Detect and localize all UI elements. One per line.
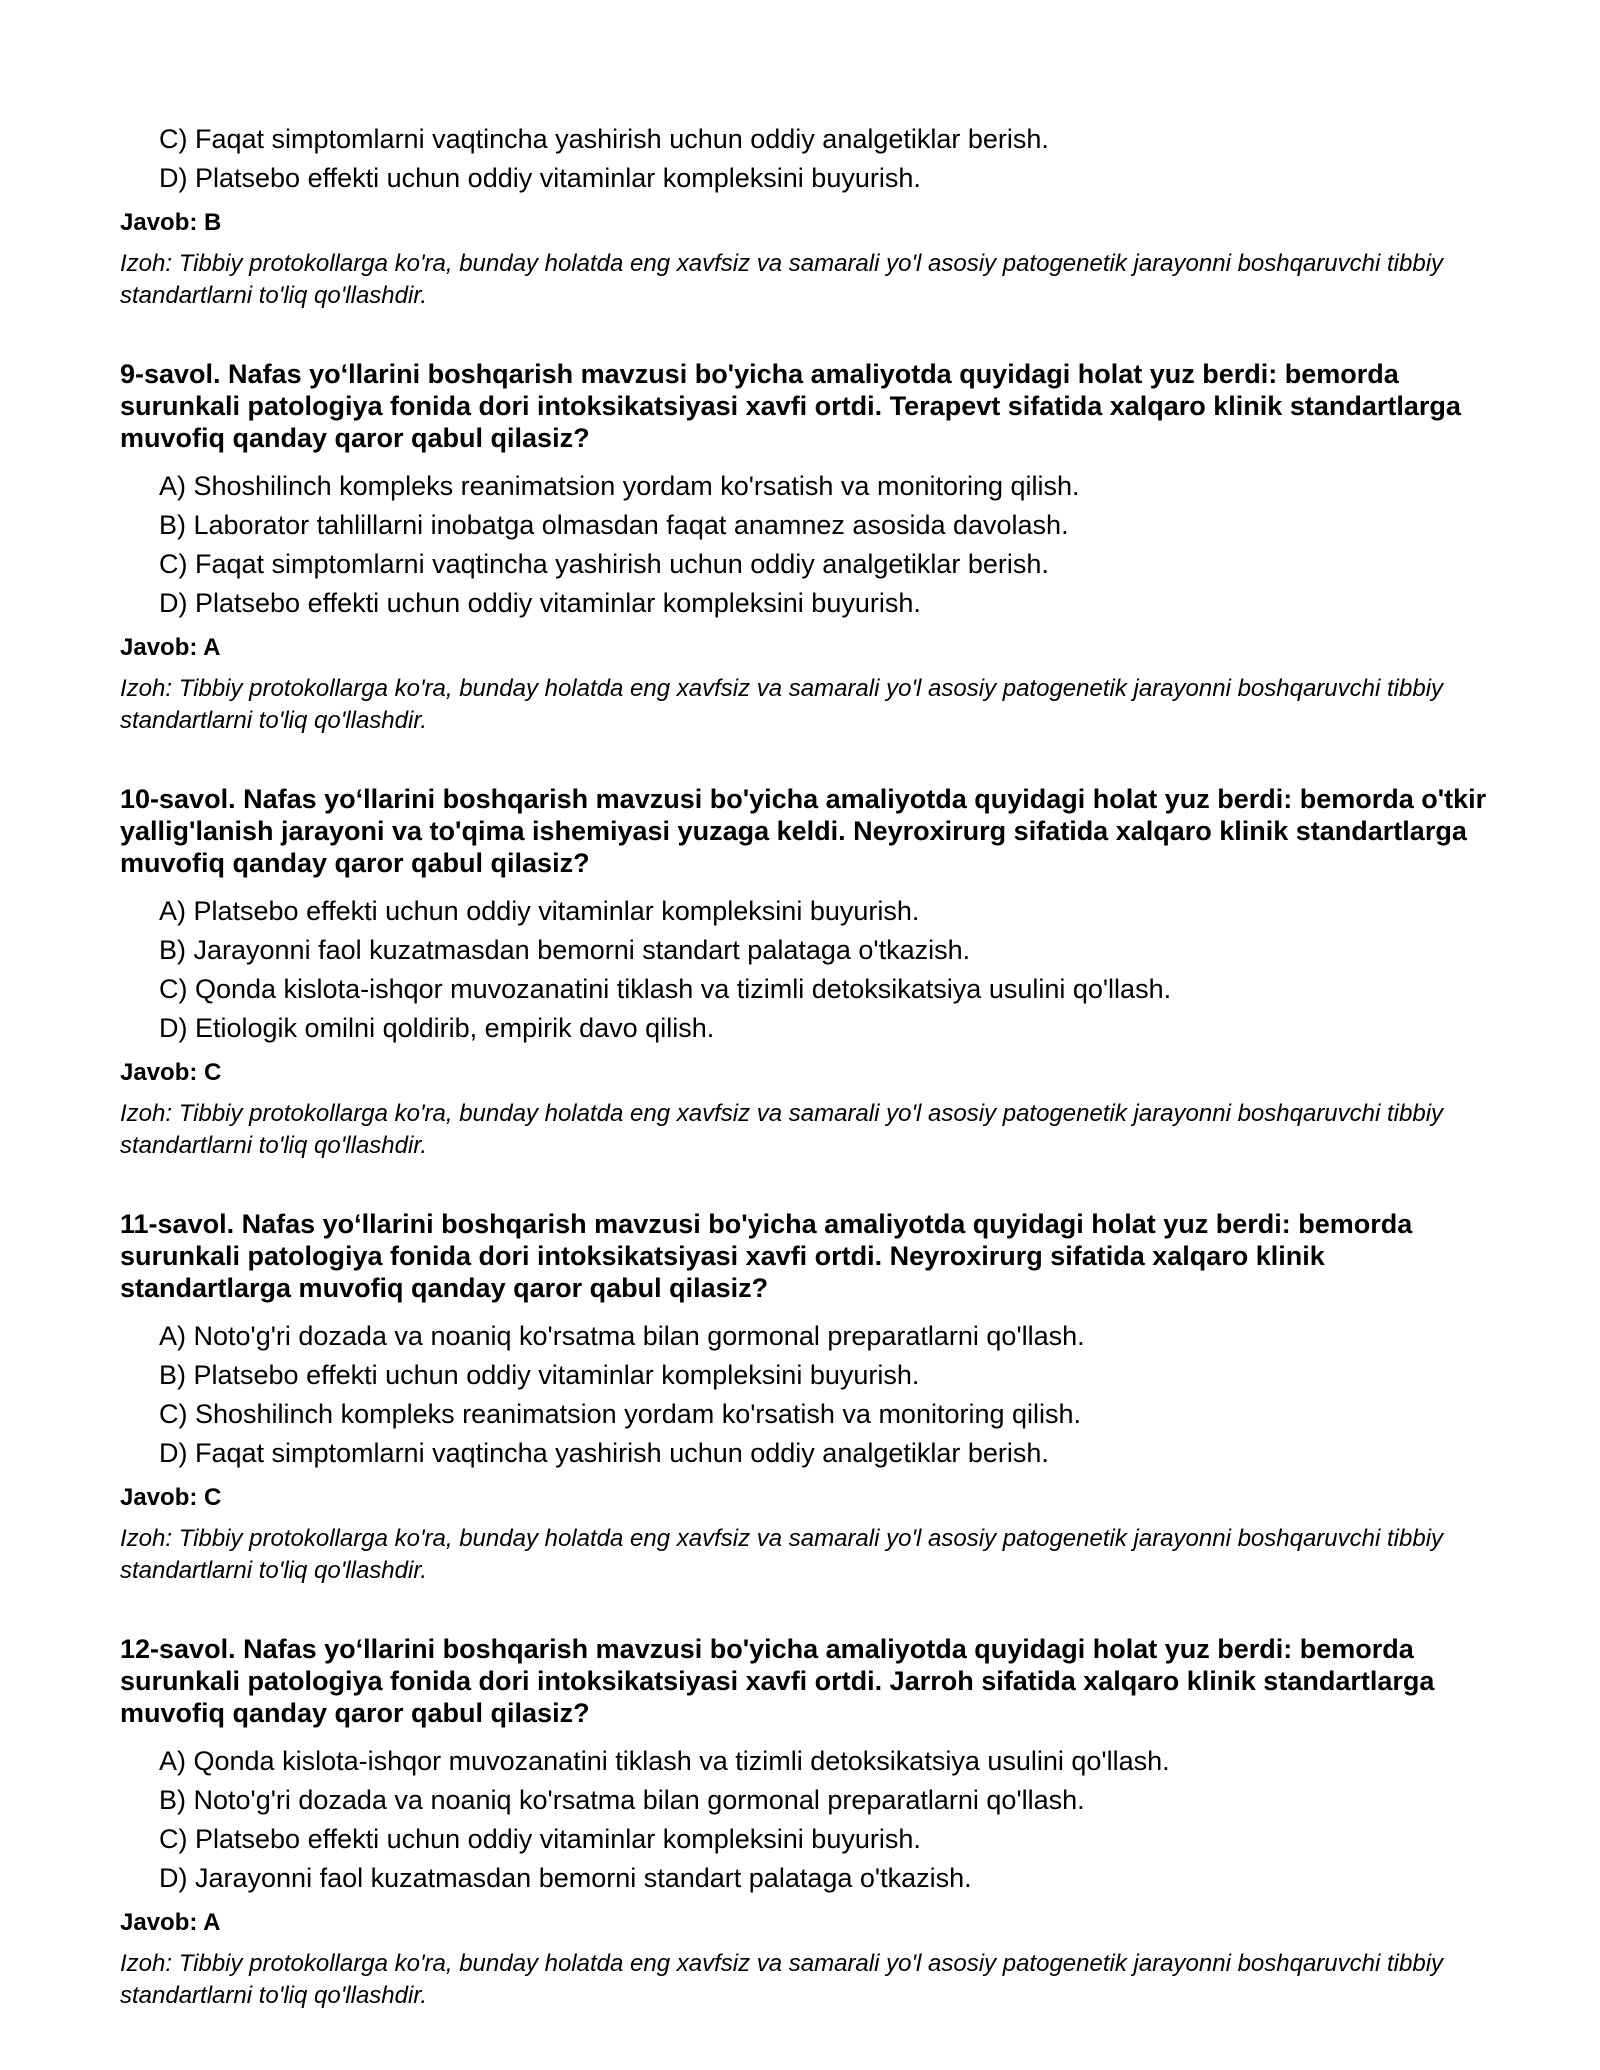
question-11 [120, 1208, 1490, 1587]
option-b: B) Platsebo effekti uchun oddiy vitaminlar kompleksini buyurish. [159, 1360, 920, 1390]
question-title: 11-savol. Nafas yo‘llarini boshqarish mavzusi bo'yicha amaliyotda quyidagi holat yuz berdi: bemorda surunkali patologiya fonida dori intoksikatsiyasi xavfi ortdi. Neyroxirurg sifatida xalqaro klinik standartlarga muvofiq qanday qaror qabul qilasiz? [120, 1209, 1413, 1303]
option-c: C) Qonda kislota-ishqor muvozanatini tiklash va tizimli detoksikatsiya usulini qo'llash. [159, 974, 1172, 1004]
option-d: D) Etiologik omilni qoldirib, empirik davo qilish. [159, 1013, 715, 1043]
option-d: D) Platsebo effekti uchun oddiy vitaminlar kompleksini buyurish. [159, 588, 921, 618]
answer-label: Javob: C [120, 1484, 222, 1511]
options-list [120, 120, 1490, 198]
option-d: D) Platsebo effekti uchun oddiy vitaminlar kompleksini buyurish. [159, 163, 921, 193]
option-a: A) Qonda kislota-ishqor muvozanatini tiklash va tizimli detoksikatsiya usulini qo'llash. [159, 1746, 1170, 1776]
options-list [120, 1317, 1490, 1473]
question-9 [120, 358, 1490, 737]
option-b: B) Noto'g'ri dozada va noaniq ko'rsatma bilan gormonal preparatlarni qo'llash. [159, 1785, 1085, 1815]
answer-label: Javob: A [120, 634, 221, 661]
option-b: B) Jarayonni faol kuzatmasdan bemorni standart palataga o'tkazish. [159, 935, 971, 965]
option-c: C) Faqat simptomlarni vaqtincha yashirish uchun oddiy analgetiklar berish. [159, 549, 1049, 579]
option-c: C) Shoshilinch kompleks reanimatsion yordam ko'rsatish va monitoring qilish. [159, 1399, 1082, 1429]
question-partial [120, 120, 1490, 312]
explanation-note: Izoh: Tibbiy protokollarga ko'ra, bunday holatda eng xavfsiz va samarali yo'l asosiy patogenetik jarayonni boshqaruvchi tibbiy standartlarni to'liq qo'llashdir. [120, 1100, 1444, 1159]
explanation-note: Izoh: Tibbiy protokollarga ko'ra, bunday holatda eng xavfsiz va samarali yo'l asosiy patogenetik jarayonni boshqaruvchi tibbiy standartlarni to'liq qo'llashdir. [120, 675, 1444, 734]
explanation-note: Izoh: Tibbiy protokollarga ko'ra, bunday holatda eng xavfsiz va samarali yo'l asosiy patogenetik jarayonni boshqaruvchi tibbiy standartlarni to'liq qo'llashdir. [120, 250, 1444, 309]
question-title: 9-savol. Nafas yo‘llarini boshqarish mavzusi bo'yicha amaliyotda quyidagi holat yuz berdi: bemorda surunkali patologiya fonida dori intoksikatsiyasi xavfi ortdi. Terapevt sifatida xalqaro klinik standartlarga muvofiq qanday qaror qabul qilasiz? [120, 359, 1461, 453]
option-d: D) Faqat simptomlarni vaqtincha yashirish uchun oddiy analgetiklar berish. [159, 1438, 1049, 1468]
option-a: A) Platsebo effekti uchun oddiy vitaminlar kompleksini buyurish. [159, 896, 920, 926]
options-list [120, 467, 1490, 623]
option-a: A) Noto'g'ri dozada va noaniq ko'rsatma bilan gormonal preparatlarni qo'llash. [159, 1321, 1085, 1351]
answer-label: Javob: C [120, 1059, 222, 1086]
question-10 [120, 783, 1490, 1162]
option-c: C) Faqat simptomlarni vaqtincha yashirish uchun oddiy analgetiklar berish. [159, 124, 1049, 154]
options-list [120, 892, 1490, 1048]
answer-label: Javob: A [120, 1909, 221, 1936]
option-b: B) Laborator tahlillarni inobatga olmasdan faqat anamnez asosida davolash. [159, 510, 1069, 540]
question-title: 10-savol. Nafas yo‘llarini boshqarish mavzusi bo'yicha amaliyotda quyidagi holat yuz berdi: bemorda o'tkir yallig'lanish jarayoni va to'qima ishemiyasi yuzaga keldi. Neyroxirurg sifatida xalqaro klinik standartlarga muvofiq qanday qaror qabul qilasiz? [120, 784, 1487, 878]
question-title: 12-savol. Nafas yo‘llarini boshqarish mavzusi bo'yicha amaliyotda quyidagi holat yuz berdi: bemorda surunkali patologiya fonida dori intoksikatsiyasi xavfi ortdi. Jarroh sifatida xalqaro klinik standartlarga muvofiq qanday qaror qabul qilasiz? [120, 1634, 1435, 1728]
option-a: A) Shoshilinch kompleks reanimatsion yordam ko'rsatish va monitoring qilish. [159, 471, 1080, 501]
explanation-note: Izoh: Tibbiy protokollarga ko'ra, bunday holatda eng xavfsiz va samarali yo'l asosiy patogenetik jarayonni boshqaruvchi tibbiy standartlarni to'liq qo'llashdir. [120, 1525, 1444, 1584]
option-d: D) Jarayonni faol kuzatmasdan bemorni standart palataga o'tkazish. [159, 1863, 972, 1893]
options-list [120, 1742, 1490, 1898]
document-page [120, 120, 1490, 2012]
answer-label: Javob: B [120, 209, 222, 236]
explanation-note: Izoh: Tibbiy protokollarga ko'ra, bunday holatda eng xavfsiz va samarali yo'l asosiy patogenetik jarayonni boshqaruvchi tibbiy standartlarni to'liq qo'llashdir. [120, 1950, 1444, 2009]
option-c: C) Platsebo effekti uchun oddiy vitaminlar kompleksini buyurish. [159, 1824, 921, 1854]
question-12 [120, 1633, 1490, 2012]
